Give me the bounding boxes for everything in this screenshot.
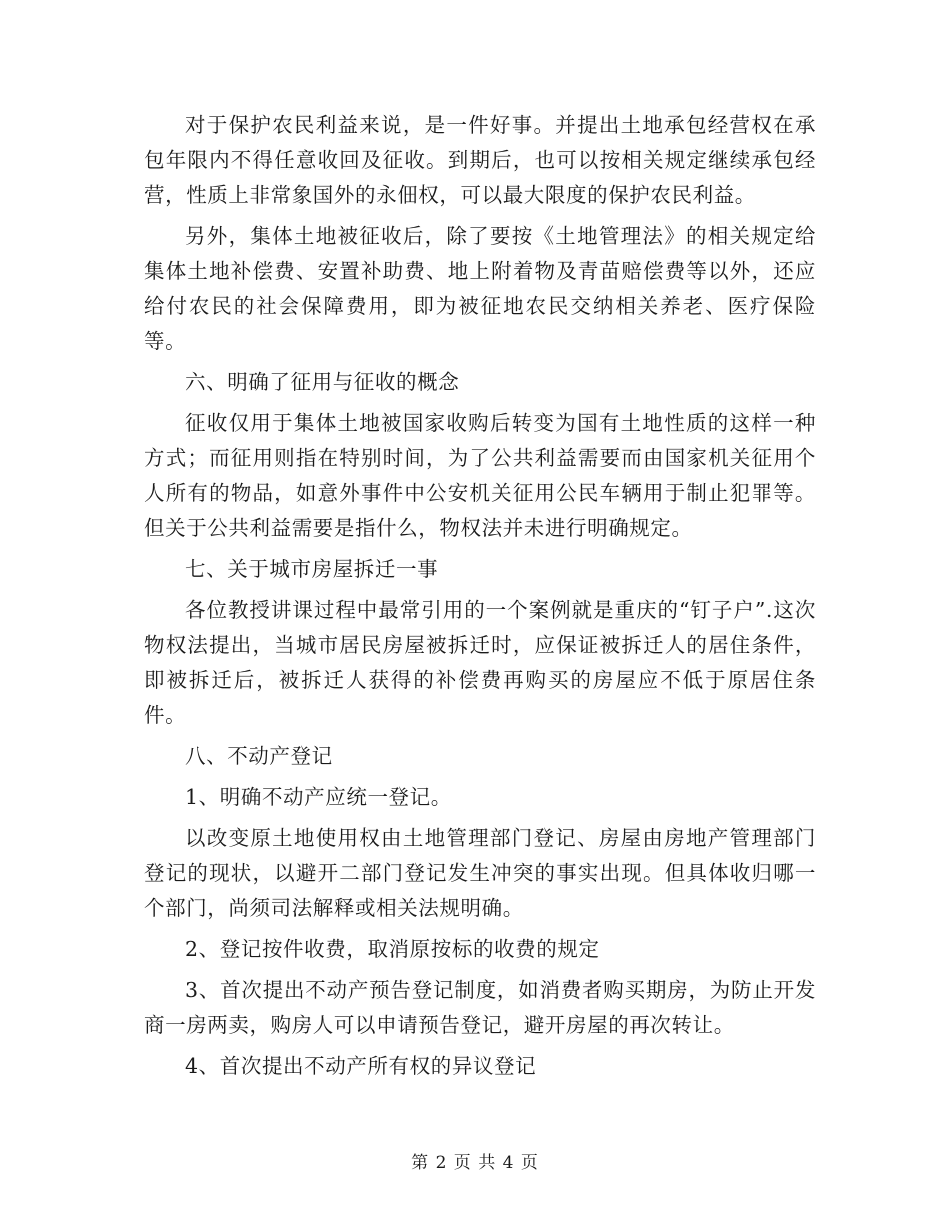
list-item: 1、明确不动产应统一登记。: [185, 785, 452, 809]
paragraph: 征收仅用于集体土地被国家收购后转变为国有土地性质的这样一种方式；而征用则指在特别时间，为了公共利益需要而由国家机关征用个人所有的物品，如意外事件中公安机关征用公民车辆用于制止犯罪等。但关于公共利益需要是指什么，物权法并未进行明确规定。: [144, 411, 816, 540]
document-body: [144, 108, 816, 1084]
section-heading: 七、关于城市房屋拆迁一事: [185, 557, 439, 581]
page-number-footer: 第 2 页 共 4 页: [411, 1153, 539, 1173]
list-item: 4、首次提出不动产所有权的异议登记: [185, 1054, 537, 1078]
paragraph: 另外，集体土地被征收后，除了要按《土地管理法》的相关规定给集体土地补偿费、安置补助费、地上附着物及青苗赔偿费等以外，还应给付农民的社会保障费用，即为被征地农民交纳相关养老、医疗保险等。: [144, 224, 816, 353]
paragraph: 以改变原土地使用权由土地管理部门登记、房屋由房地产管理部门登记的现状，以避开二部门登记发生冲突的事实出现。但具体收归哪一个部门，尚须司法解释或相关法规明确。: [144, 826, 816, 920]
paragraph: 各位教授讲课过程中最常引用的一个案例就是重庆的“钉子户”.这次物权法提出，当城市居民房屋被拆迁时，应保证被拆迁人的居住条件，即被拆迁后，被拆迁人获得的补偿费再购买的房屋应不低于原居住条件。: [144, 598, 816, 727]
list-item: 3、首次提出不动产预告登记制度，如消费者购买期房，为防止开发商一房两卖，购房人可以申请预告登记，避开房屋的再次转让。: [144, 978, 816, 1037]
section-heading: 六、明确了征用与征收的概念: [185, 370, 460, 394]
section-heading: 八、不动产登记: [185, 744, 333, 768]
list-item: 2、登记按件收费，取消原按标的收费的规定: [185, 937, 600, 961]
paragraph: 对于保护农民利益来说，是一件好事。并提出土地承包经营权在承包年限内不得任意收回及征收。到期后，也可以按相关规定继续承包经营，性质上非常象国外的永佃权，可以最大限度的保护农民利益。: [144, 113, 816, 207]
